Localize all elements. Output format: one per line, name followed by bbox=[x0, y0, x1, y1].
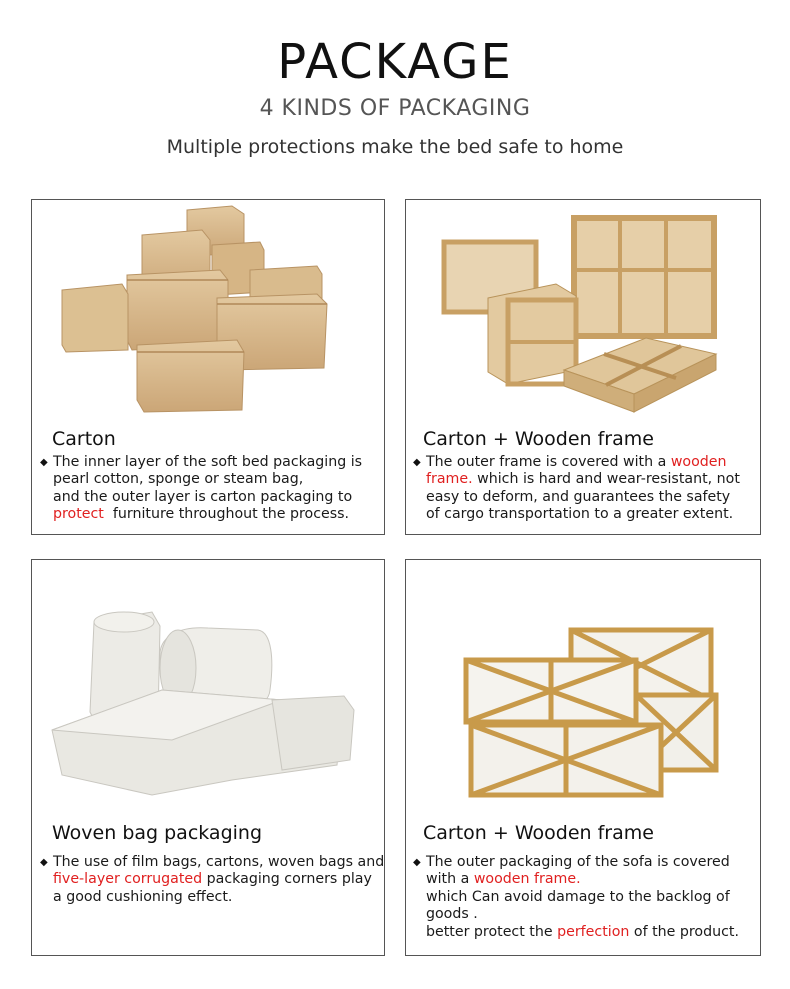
package-card-carton-wooden-frame bbox=[405, 199, 761, 535]
diamond-bullet-icon: ◆ bbox=[413, 457, 421, 468]
card-heading: Carton + Wooden frame bbox=[423, 428, 654, 450]
package-card-woven-bag bbox=[31, 559, 385, 956]
page-title: PACKAGE bbox=[277, 34, 513, 90]
diamond-bullet-icon: ◆ bbox=[40, 857, 48, 868]
card-description: ◆ The inner layer of the soft bed packaging is pearl cotton, sponge or steam bag, and the outer layer is carton packaging to protect furniture throughout the process. bbox=[40, 454, 363, 523]
woven-bag-image bbox=[32, 560, 384, 810]
card-heading: Carton + Wooden frame bbox=[423, 822, 654, 844]
crated-sofa-image bbox=[406, 560, 760, 810]
card-heading: Carton bbox=[52, 428, 116, 450]
diamond-bullet-icon: ◆ bbox=[413, 857, 421, 868]
page-subtitle: 4 KINDS OF PACKAGING bbox=[259, 96, 531, 121]
card-description: ◆ The use of film bags, cartons, woven bags and five-layer corrugated packaging corners play a good cushioning effect. bbox=[40, 854, 385, 905]
diamond-bullet-icon: ◆ bbox=[40, 457, 48, 468]
card-heading: Woven bag packaging bbox=[52, 822, 263, 844]
card-description: ◆ The outer frame is covered with a wooden frame. which is hard and wear-resistant, not easy to deform, and guarantees the safety of cargo transportation to a greater extent. bbox=[413, 454, 740, 523]
package-card-crated-sofa bbox=[405, 559, 761, 956]
wooden-crate-image bbox=[406, 200, 760, 418]
package-card-carton bbox=[31, 199, 385, 535]
card-description: ◆ The outer packaging of the sofa is covered with a wooden frame. which Can avoid damage to the backlog of goods . better protect the perfection of the product. bbox=[413, 854, 739, 940]
page-tagline: Multiple protections make the bed safe to home bbox=[166, 136, 624, 158]
cardboard-boxes-image bbox=[32, 200, 384, 418]
